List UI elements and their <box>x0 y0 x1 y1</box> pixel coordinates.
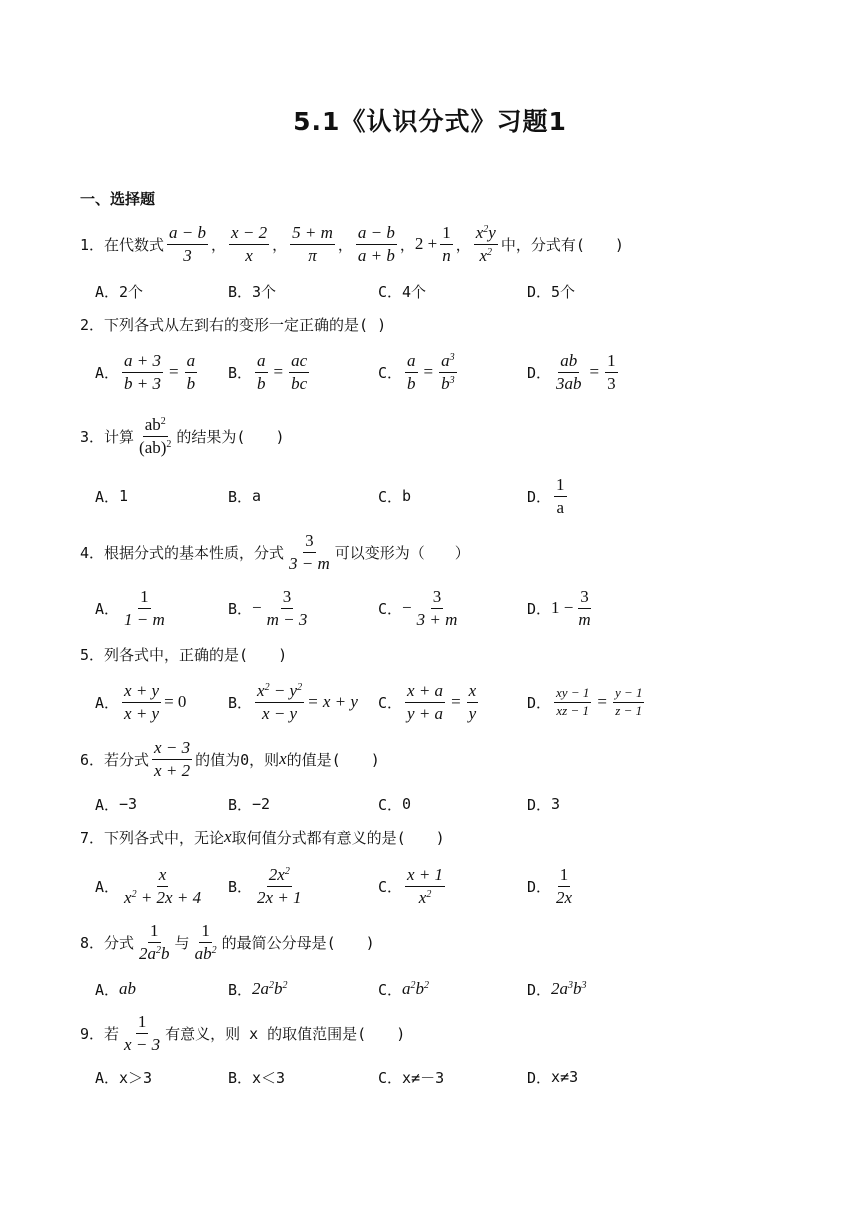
section-heading: 一、选择题 <box>80 190 156 208</box>
q6-text-pre: 若分式 <box>104 750 150 769</box>
q1-option-c[interactable]: C． 4个 <box>378 282 427 301</box>
q1-text-post: 中，分式有( ) <box>500 235 624 254</box>
q3-option-d[interactable]: D． $\frac{1}{a}$ <box>527 474 565 517</box>
q6-text-post: 的值是( ) <box>286 750 380 769</box>
q5-number: 5． <box>80 645 105 664</box>
q4-expr: $\frac{3}{3 - m}$ <box>289 530 330 573</box>
q3-text-post: 的结果为( ) <box>176 427 285 446</box>
q6-option-a[interactable]: A． −3 <box>95 795 138 814</box>
q7-variable: x <box>224 827 232 846</box>
q7-option-a[interactable]: A． $\frac{x}{x^2 + 2x + 4}$ <box>95 864 202 907</box>
q5-option-d[interactable]: D． $\frac{xy - 1}{xz - 1}$ = $\frac{y - 1}{z - 1}$ <box>527 684 643 718</box>
q1-expr-5-int: 2 + <box>414 234 438 253</box>
q4-text-pre: 根据分式的基本性质，分式 <box>104 543 285 562</box>
q8-text-mid: 与 <box>174 933 190 952</box>
q6-text-mid: 的值为0，则 <box>195 750 280 769</box>
question-3 <box>80 406 284 466</box>
q3-option-a[interactable]: A． 1 <box>95 487 129 506</box>
q8-expr-1: $\frac{1}{2a^2b}$ <box>139 920 170 963</box>
q1-expr-1: $\frac{a - b}{3}$ <box>169 222 207 265</box>
q1-comma: ， <box>455 235 471 254</box>
q8-text-pre: 分式 <box>104 933 135 952</box>
q4-option-b[interactable]: B． − $\frac{3}{m - 3}$ <box>228 586 308 629</box>
q8-number: 8． <box>80 933 105 952</box>
q7-option-c[interactable]: C． $\frac{x + 1}{x^2}$ <box>378 864 444 907</box>
q6-option-b[interactable]: B． −2 <box>228 795 271 814</box>
q5-text: 列各式中，正确的是( ) <box>104 645 288 664</box>
q9-option-b[interactable]: B． x＜3 <box>228 1068 286 1087</box>
q2-option-b[interactable]: B． $\frac{a}{b}$ = $\frac{ac}{bc}$ <box>228 350 308 393</box>
q1-comma: ， <box>211 235 227 254</box>
q5-option-a[interactable]: A． $\frac{x + y}{x + y}$ = 0 <box>95 680 187 723</box>
q8-option-a[interactable]: A． ab <box>95 979 137 999</box>
q9-option-d[interactable]: D． x≠3 <box>527 1068 579 1087</box>
q1-number: 1． <box>80 235 105 254</box>
q4-option-a[interactable]: A． $\frac{1}{1 - m}$ <box>95 586 165 629</box>
q1-option-d[interactable]: D． 5个 <box>527 282 576 301</box>
q7-number: 7． <box>80 828 105 847</box>
q3-text-pre: 计算 <box>104 427 135 446</box>
q4-option-d[interactable]: D． 1 − $\frac{3}{m}$ <box>527 586 591 629</box>
q6-variable: x <box>279 749 287 768</box>
q9-expr: $\frac{1}{x - 3}$ <box>124 1011 161 1054</box>
q7-option-b[interactable]: B． $\frac{2x^2}{2x + 1}$ <box>228 864 302 907</box>
q2-option-a[interactable]: A． $\frac{a + 3}{b + 3}$ = $\frac{a}{b}$ <box>95 350 196 393</box>
q3-option-b[interactable]: B． a <box>228 487 262 506</box>
q7-option-d[interactable]: D． $\frac{1}{2x}$ <box>527 864 573 907</box>
q1-option-a[interactable]: A． 2个 <box>95 282 144 301</box>
q7-text-pre: 下列各式中，无论 <box>104 828 225 847</box>
q8-option-c[interactable]: C． $a^2b^2$ <box>378 979 430 999</box>
q6-option-c[interactable]: C． 0 <box>378 795 412 814</box>
q1-expr-6: $\frac{x^2y}{x^2}$ <box>475 222 496 265</box>
q1-expr-2: $\frac{x - 2}{x}$ <box>231 222 268 265</box>
q1-text-pre: 在代数式 <box>104 235 165 254</box>
page-title: 5.1《认识分式》习题1 <box>293 107 567 136</box>
q1-expr-4: $\frac{a - b}{a + b}$ <box>357 222 395 265</box>
q7-text-post: 取何值分式都有意义的是( ) <box>231 828 445 847</box>
q6-number: 6． <box>80 750 105 769</box>
q5-option-c[interactable]: C． $\frac{x + a}{y + a}$ = $\frac{x}{y}$ <box>378 680 477 723</box>
q1-comma: ， <box>399 235 415 254</box>
q9-text-post: 有意义，则 x 的取值范围是( ) <box>165 1024 406 1043</box>
q6-option-d[interactable]: D． 3 <box>527 795 561 814</box>
q8-expr-2: $\frac{1}{ab^2}$ <box>194 920 217 963</box>
q3-option-c[interactable]: C． b <box>378 487 412 506</box>
q5-option-b[interactable]: B． $\frac{x^2 - y^2}{x - y}$ = x + y <box>228 680 358 723</box>
q2-number: 2． <box>80 315 105 334</box>
q1-comma: ， <box>272 235 288 254</box>
q9-number: 9． <box>80 1024 105 1043</box>
q8-option-d[interactable]: D． $2a^3b^3$ <box>527 979 587 999</box>
q9-option-c[interactable]: C． x≠－3 <box>378 1068 445 1087</box>
q2-option-c[interactable]: C． $\frac{a}{b}$ = $\frac{a^3}{b^3}$ <box>378 350 455 393</box>
q1-expr-3: $\frac{5 + m}{\pi}$ <box>292 222 333 265</box>
question-4 <box>80 522 470 582</box>
q2-text: 下列各式从左到右的变形一定正确的是( ) <box>104 315 387 334</box>
q2-option-d[interactable]: D． $\frac{ab}{3ab}$ = $\frac{1}{3}$ <box>527 350 616 393</box>
q1-expr-5: $\frac{1}{n}$ <box>442 222 451 265</box>
q3-expr: $\frac{ab^2}{(ab)^2}$ <box>139 414 172 457</box>
q6-expr: $\frac{x - 3}{x + 2}$ <box>154 737 191 780</box>
q4-option-c[interactable]: C． − $\frac{3}{3 + m}$ <box>378 586 458 629</box>
q1-option-b[interactable]: B． 3个 <box>228 282 277 301</box>
q9-option-a[interactable]: A． x＞3 <box>95 1068 153 1087</box>
q4-number: 4． <box>80 543 105 562</box>
q3-number: 3． <box>80 427 105 446</box>
q9-text-pre: 若 <box>104 1024 120 1043</box>
q8-option-b[interactable]: B． $2a^2b^2$ <box>228 979 288 999</box>
q8-text-post: 的最简公分母是( ) <box>221 933 375 952</box>
q4-text-post: 可以变形为（ ） <box>334 543 470 562</box>
q1-comma: ， <box>337 235 353 254</box>
